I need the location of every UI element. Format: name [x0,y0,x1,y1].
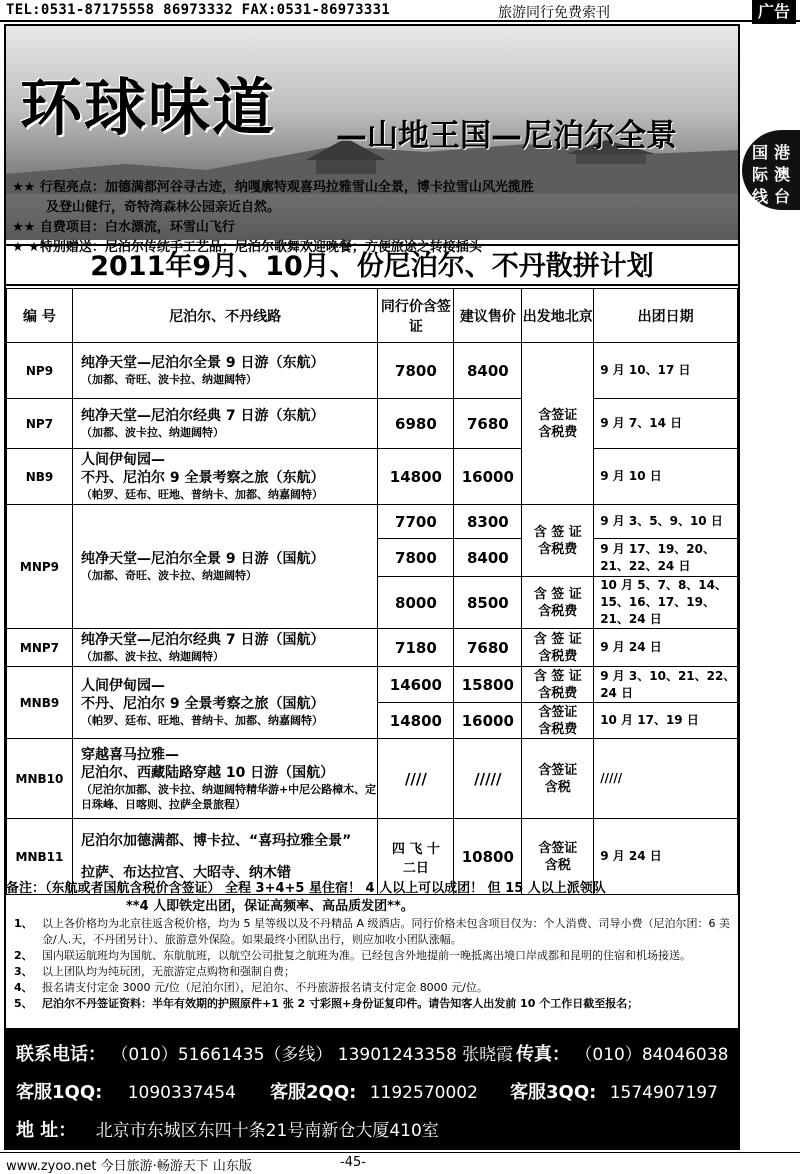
tour-code: NP7 [7,399,73,449]
header-contact: TEL:0531-87175558 86973332 FAX:0531-86973331 [6,2,391,18]
header-dates: 出团日期 [594,289,738,343]
retail-price: 10800 [454,819,522,895]
visa-tax-note [522,629,594,667]
departure-dates: 9 月 10 日 [594,449,738,505]
table-header-row [7,289,738,343]
departure-dates: 9 月 3、5、9、10 日 [594,505,738,539]
hero-banner [6,26,738,255]
departure-dates: 9 月 7、14 日 [594,399,738,449]
ad-label: 广告 [752,0,796,24]
trade-price: 14800 [378,449,454,505]
route-cities: （尼泊尔加都、波卡拉、纳迦阔特精华游+中尼公路樟木、定日珠峰、日喀则、拉萨全景旅程） [80,782,377,811]
contact-box [6,1028,738,1148]
table-row [7,449,738,505]
visa-line: 含 签 证 [533,668,582,684]
table-row [7,739,738,819]
side-tab-char: 澳 [774,165,791,184]
fax-label: 传真： [516,1044,570,1065]
qq3-label: 客服3QQ: [510,1082,597,1103]
route-title-line2: 拉萨、布达拉宫、大昭寺、纳木错 [80,864,291,881]
route-title: 纯净天堂—尼泊尔经典 7 日游（东航） [80,408,325,424]
route-title: 纯净天堂—尼泊尔全景 9 日游（国航） [80,551,325,567]
qq-row [270,1078,478,1104]
tax-line: 含税费 [538,648,578,664]
side-tab-char: 际 [752,165,769,184]
side-tab-hk-macau-tw [742,130,800,210]
retail-price: 8400 [454,343,522,399]
route-title: 穿越喜马拉雅— [80,746,179,763]
note-index: 1、 [14,917,33,930]
tour-code: MNB11 [7,819,73,895]
highlight-line: ★ ★特别赠送：尼泊尔传统手工艺品；尼泊尔歌舞欢迎晚餐；方便旅途之转接插头 [12,240,482,255]
address-label: 地 址： [16,1120,77,1141]
note-text: 以上团队均为纯玩团，无旅游定点购物和强制自费； [42,965,295,978]
visa-tax-note [522,739,594,819]
address-row [16,1116,439,1142]
visa-tax-note [522,505,594,577]
route-title: 人间伊甸园— [80,452,165,468]
address-text: 北京市东城区东四十条21号南新仓大厦410室 [95,1121,439,1141]
tax-line: 含税费 [538,603,578,619]
header-code: 编 号 [7,289,73,343]
route-title: 人间伊甸园— [80,678,165,694]
visa-tax-note [522,577,594,629]
route-cities: （帕罗、廷布、旺地、普纳卡、加都、纳嘉阔特） [80,714,323,727]
qq3-number: 1574907197 [609,1083,718,1103]
visa-tax-note [522,703,594,739]
note-item [6,916,738,948]
tax-line: 含税费 [538,541,578,557]
retail-price: 15800 [454,667,522,703]
page-footer [0,1152,800,1172]
plan-title: 2011年9月、10月、份尼泊尔、不丹散拼计划 [6,244,738,286]
tax-line: 含税费 [538,721,578,737]
side-tab-char: 线 [752,187,769,206]
tour-route [72,343,377,399]
tour-route [72,629,377,667]
side-tab-char: 台 [774,187,791,206]
tour-code: NP9 [7,343,73,399]
note-index: 5、 [14,997,33,1010]
retail-price: ///// [454,739,522,819]
top-bar [0,0,800,22]
visa-line: 含签证 [538,704,578,720]
route-title: 尼泊尔加德满都、博卡拉、“喜玛拉雅全景” [80,832,352,849]
note-text: 尼泊尔不丹签证资料：半年有效期的护照原件+1 张 2 寸彩照+身份证复印件。请告知客人出发前 10 个工作日截至报名； [42,997,639,1010]
visa-tax-note [522,667,594,703]
tour-route [72,739,377,819]
side-tab-char: 港 [774,143,791,162]
highlight-line: ★★ 行程亮点：加德满都河谷寻古迹，纳嘎廓特观喜玛拉雅雪山全景，博卡拉雪山风光揽胜 [12,180,534,195]
visa-tax-note [522,343,594,505]
phone-label: 联系电话： [16,1044,106,1065]
visa-line: 含 签 证 [533,631,582,647]
retail-price: 16000 [454,703,522,739]
tour-route [72,667,377,739]
trade-price: 7800 [378,343,454,399]
note-item [6,980,738,996]
tour-route [72,399,377,449]
qq2-label: 客服2QQ: [270,1082,357,1103]
note-text: 以上各价格均为北京往返含税价格，均为 5 星等级以及不丹精品 A 级酒店。同行价格未包含项目仅为：个人消费、司导小费（尼泊尔团：6 美金/人.天，不丹团另计）、旅游意外保险。如果最终小团队出行，则应加收小团队涨幅。 [42,917,731,946]
visa-line: 含 签 证 [533,586,582,602]
trade-price: 14600 [378,667,454,703]
trade-price: 14800 [378,703,454,739]
hero-title: 环球味道 [20,71,277,144]
retail-price: 8500 [454,577,522,629]
retail-price: 16000 [454,449,522,505]
note-index: 4、 [14,981,33,994]
phone-number: （010）51661435（多线） 13901243358 张晓霞 [111,1045,514,1065]
retail-price: 8300 [454,505,522,539]
departure-dates: 9 月 10、17 日 [594,343,738,399]
departure-dates: 9 月 24 日 [594,629,738,667]
trade-price: 7800 [378,539,454,577]
route-title-line2: 不丹、尼泊尔 9 全景考察之旅（东航） [80,470,325,486]
header-departure: 出发地北京 [522,289,594,343]
route-title-line2: 尼泊尔、西藏陆路穿越 10 日游（国航） [80,764,335,781]
tour-code: MNP7 [7,629,73,667]
phone-row [16,1040,513,1066]
header-trade-price: 同行价含签证 [378,289,454,343]
trade-price: 7700 [378,505,454,539]
tour-route [72,449,377,505]
note-index: 2、 [14,949,33,962]
trade-price: 6980 [378,399,454,449]
route-cities: （加都、奇旺、波卡拉、纳迦阔特） [80,373,257,386]
retail-price: 8400 [454,539,522,577]
tax-line: 含税 [544,779,571,795]
departure-dates: 9 月 3、10、21、22、24 日 [594,667,738,703]
table-row [7,399,738,449]
footer-site: www.zyoo.net 今日旅游·畅游天下 山东版 [6,1159,252,1174]
qq1-label: 客服1QQ: [16,1082,103,1103]
trade-price: //// [378,739,454,819]
tour-code: MNB9 [7,667,73,739]
qq2-number: 1192570002 [369,1083,478,1103]
departure-dates: 9 月 17、19、20、21、22、24 日 [594,539,738,577]
trade-price: 7180 [378,629,454,667]
fax-number: （010）84046038 [575,1045,729,1065]
qq-row [16,1078,236,1104]
visa-line: 含 签 证 [533,524,582,540]
fax-row [516,1040,728,1066]
tour-route [72,505,377,629]
side-tab-char: 国 [752,143,769,162]
departure-dates: 10 月 5、7、8、14、15、16、17、19、21、24 日 [594,577,738,629]
route-cities: （加都、波卡拉、纳迦阔特） [80,426,224,439]
note-text: 国内联运航班均为国航、东航航班，以航空公司批复之航班为准。已经包含外地提前一晚抵离出境口岸成都和昆明的住宿和机场接送。 [42,949,691,962]
tax-line: 含税 [544,857,571,873]
tour-code: NB9 [7,449,73,505]
table-row [7,343,738,399]
note-index: 3、 [14,965,33,978]
route-cities: （加都、波卡拉、纳迦阔特） [80,650,224,663]
route-title-line2: 不丹、尼泊尔 9 全景考察之旅（国航） [80,696,325,712]
tour-code: MNP9 [7,505,73,629]
highlight-line: 及登山健行，奇特湾森林公园亲近自然。 [46,200,281,215]
trade-price: 四 飞 十二日 [378,819,454,895]
trade-price: 8000 [378,577,454,629]
tax-line: 含税费 [538,424,578,440]
route-cities: （加都、奇旺、波卡拉、纳迦阔特） [80,569,257,582]
tour-schedule-table [6,288,738,895]
header-retail-price: 建议售价 [454,289,522,343]
visa-line: 含签证 [538,840,578,856]
header-slogan: 旅游同行免费索刊 [498,5,610,21]
tour-code: MNB10 [7,739,73,819]
route-cities: （帕罗、廷布、旺地、普纳卡、加都、纳嘉阔特） [80,488,323,501]
departure-dates: ///// [594,739,738,819]
tax-line: 含税费 [538,685,578,701]
retail-price: 7680 [454,629,522,667]
table-row [7,629,738,667]
remark-line: **4 人即铁定出团，保证高频率、高品质发团**。 [126,899,414,914]
hero-subtitle: —山地王国—尼泊尔全景 [336,118,677,154]
notes-section [6,880,738,1012]
note-text: 报名请支付定金 3000 元/位（尼泊尔团），尼泊尔、不丹旅游报名请支付定金 8000 元/位。 [42,981,488,994]
retail-price: 7680 [454,399,522,449]
table-row [7,505,738,539]
note-item [6,948,738,964]
qq-row [510,1078,718,1104]
note-item [6,964,738,980]
header-route: 尼泊尔、不丹线路 [72,289,377,343]
qq1-number: 1090337454 [127,1083,236,1103]
note-item [6,996,738,1012]
visa-line: 含签证 [538,762,578,778]
route-title: 纯净天堂—尼泊尔全景 9 日游（东航） [80,355,325,371]
visa-line: 含签证 [538,407,578,423]
table-row [7,667,738,703]
page-number: -45- [340,1155,366,1170]
departure-dates: 10 月 17、19 日 [594,703,738,739]
remark-line: 备注：（东航或者国航含税价含签证） 全程 3+4+5 星住宿！ 4 人以上可以成团！ 但 15 人以上派领队 [6,881,606,896]
route-title: 纯净天堂—尼泊尔经典 7 日游（国航） [80,632,325,648]
departure-dates: 9 月 24 日 [594,819,738,895]
highlight-line: ★★ 自费项目：白水漂流，环雪山飞行 [12,220,235,235]
